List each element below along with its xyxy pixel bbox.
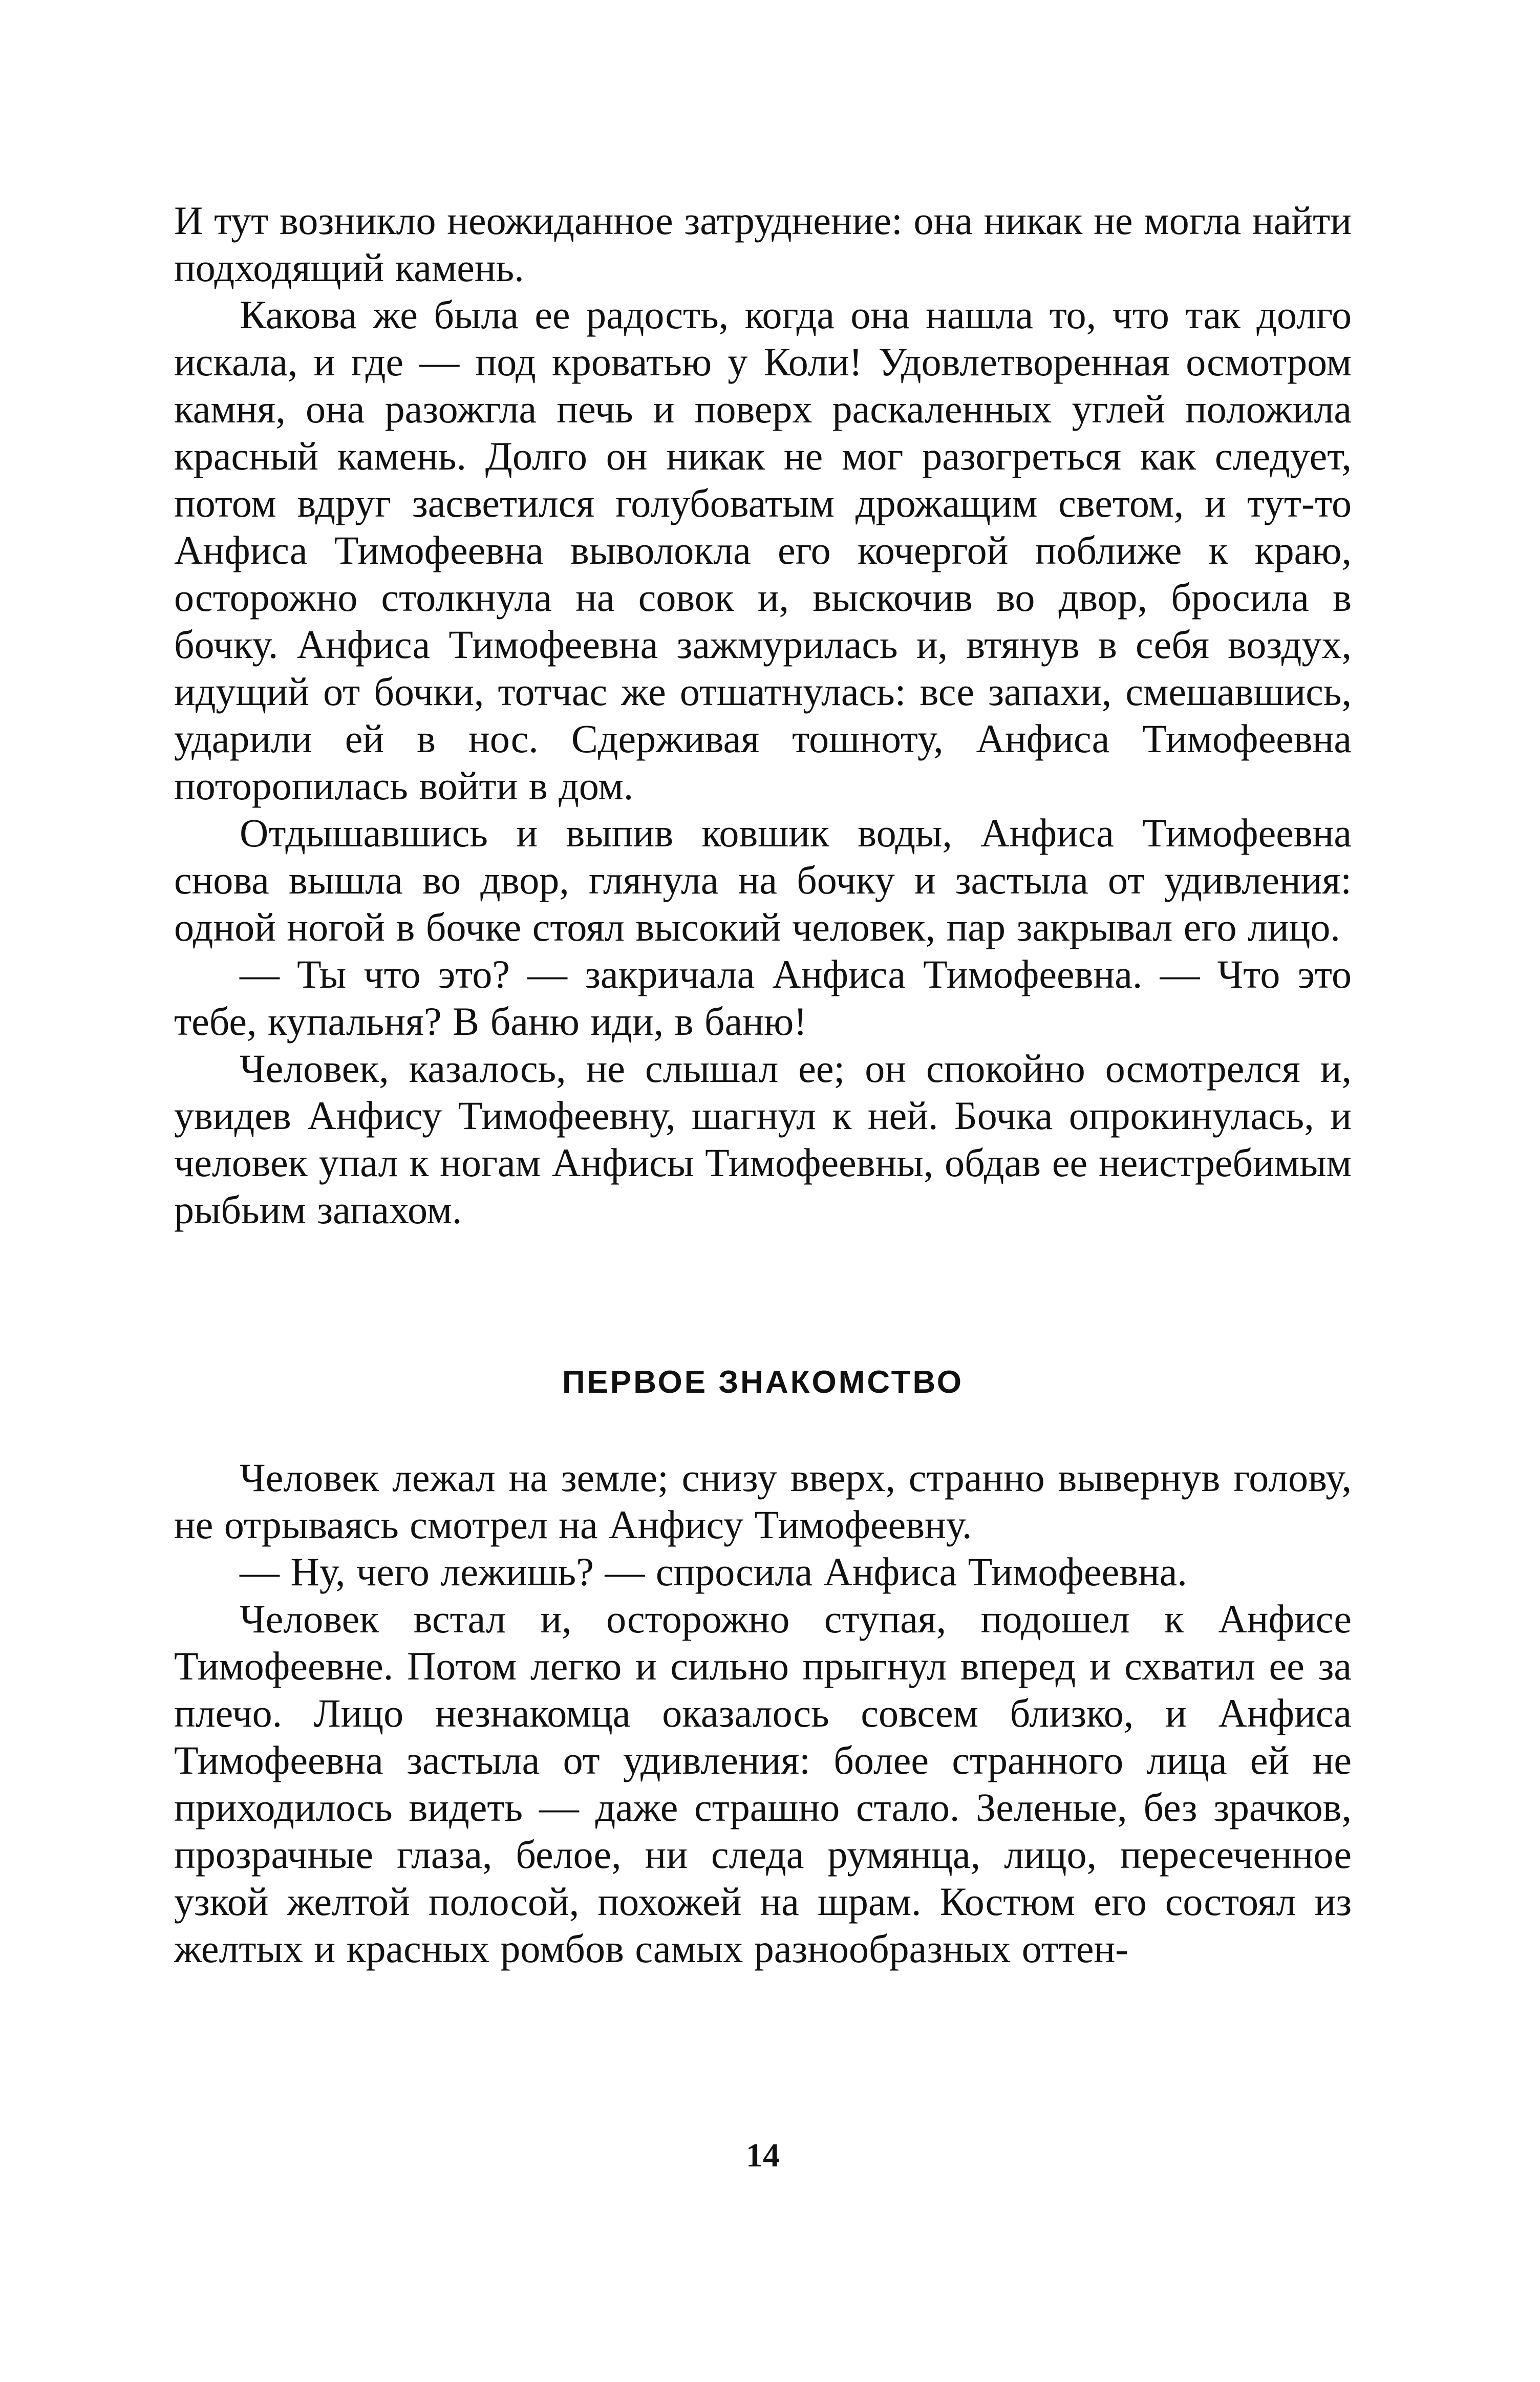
paragraph: — Ну, чего лежишь? — спросила Анфиса Тимофеевна.	[240, 1549, 1187, 1594]
paragraph: Отдышавшись и выпив ковшик воды, Анфиса Тимофеевна снова вышла во двор, глянула на бочку и застыла от удивления: одной ногой в бочке стоял высокий человек, пар закрывал его лицо.	[174, 811, 1352, 949]
paragraph: Какова же была ее радость, когда она нашла то, что так долго искала, и где — под кроватью у Коли! Удовлетворенная осмотром камня, она разожгла печь и поверх раскаленных углей положила красный камень. Долго он никак не мог разогреться как следует, потом вдруг засветился голубоватым дрожащим светом, и тут-то Анфиса Тимофеевна выволокла его кочергой поближе к краю, осторожно столкнула на совок и, выскочив во двор, бросила в бочку. Анфиса Тимофеевна зажмурилась и, втянув в себя воздух, идущий от бочки, тотчас же отшатнулась: все запахи, смешавшись, ударили ей в нос. Сдерживая тошноту, Анфиса Тимофеевна поторопилась войти в дом.	[174, 292, 1352, 808]
main-text-bottom	[174, 1454, 1352, 1972]
section-heading: ПЕРВОЕ ЗНАКОМСТВО	[562, 1365, 964, 1400]
paragraph: — Ты что это? — закричала Анфиса Тимофеевна. — Что это тебе, купальня? В баню иди, в баню!	[174, 952, 1352, 1044]
page-number: 14	[746, 2137, 780, 2174]
paragraph: Человек встал и, осторожно ступая, подошел к Анфисе Тимофеевне. Потом легко и сильно прыгнул вперед и схватил ее за плечо. Лицо незнакомца оказалось совсем близко, и Анфиса Тимофеевна застыла от удивления: более странного лица ей не приходилось видеть — даже страшно стало. Зеленые, без зрачков, прозрачные глаза, белое, ни следа румянца, лицо, пересеченное узкой желтой полосой, похожей на шрам. Костюм его состоял из желтых и красных ромбов самых разнообразных оттен-	[174, 1597, 1352, 1971]
paragraph: Человек лежал на земле; снизу вверх, странно вывернув голову, не отрываясь смотрел на Анфису Тимофеевну.	[174, 1455, 1352, 1547]
paragraph: И тут возникло неожиданное затруднение: она никак не могла найти подходящий камень.	[174, 198, 1352, 290]
main-text-top	[174, 197, 1352, 1233]
paragraph: Человек, казалось, не слышал ее; он спокойно осмотрелся и, увидев Анфису Тимофеевну, шагнул к ней. Бочка опрокинулась, и человек упал к ногам Анфисы Тимофеевны, обдав ее неистребимым рыбьим запахом.	[174, 1046, 1352, 1232]
